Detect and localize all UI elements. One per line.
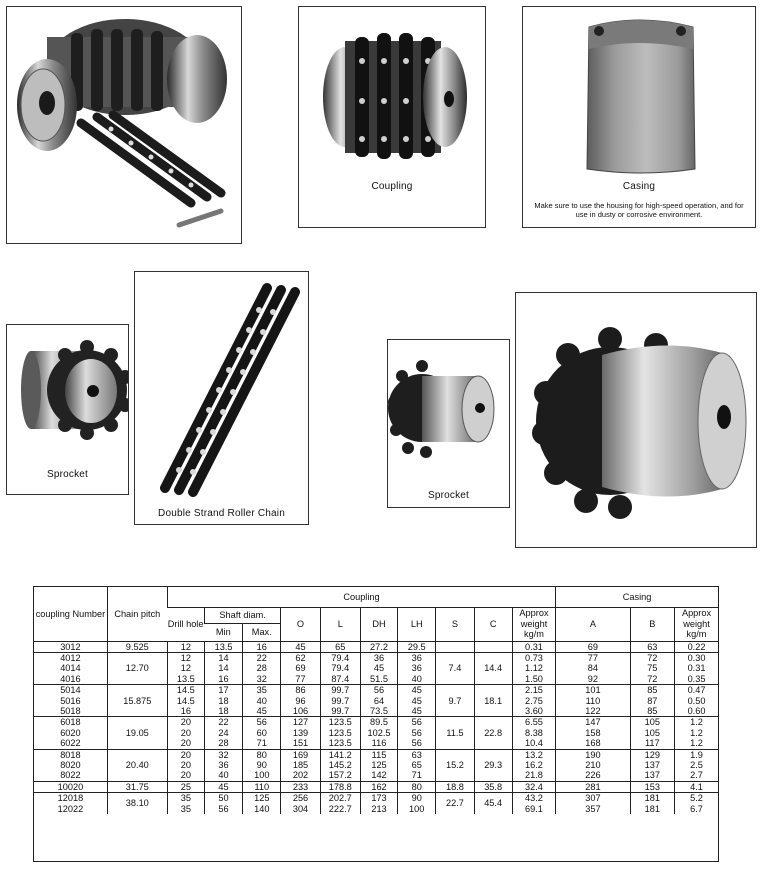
chain-pitch-cell: 38.10 [107,793,167,814]
table-cell: 116 [360,738,397,749]
table-cell: 185 [281,760,320,770]
table-cell: 16.2 [512,760,555,770]
roller-chain-caption: Double Strand Roller Chain [158,508,285,519]
table-cell: 28 [243,663,281,673]
table-cell: 123.5 [320,717,360,728]
table-cell: 222.7 [320,804,360,814]
header-s: S [436,607,474,641]
table-cell: 63 [398,749,436,760]
table-cell: 99.7 [320,685,360,696]
table-cell: 99.7 [320,706,360,717]
table-cell: 6022 [60,738,81,749]
header-casing-group: Casing [556,587,718,607]
table-cell: 8020 [60,759,81,770]
table-cell: 168 [556,738,630,749]
s-cell: 11.5 [436,717,474,749]
c-cell: 35.8 [474,781,512,792]
coupling-illustration [299,11,485,171]
table-cell: 12 [167,641,204,652]
table-cell: 151 [281,738,320,749]
table-cell: 12 [167,652,204,663]
table-cell: 69 [281,663,320,673]
table-row [34,793,718,804]
table-cell: 92 [556,674,630,685]
table-cell: 233 [281,781,320,792]
table-cell: 69 [556,641,630,652]
table-cell: 142 [360,770,397,781]
table-row [34,652,718,663]
table-cell: 56 [398,717,436,728]
table-cell: 125 [243,793,281,804]
table-cell: 22 [243,652,281,663]
table-cell: 14.5 [167,685,204,696]
table-cell: 90 [398,793,436,804]
sprocket-photo-right [387,339,510,508]
table-cell: 0.22 [675,641,718,652]
table-row [34,781,718,792]
table-cell: 60 [243,728,281,738]
table-cell: 84 [556,663,630,673]
header-drill-hole: Drill hole [167,607,204,641]
sprocket-illustration-right [388,342,509,468]
table-cell: 110 [556,696,630,706]
table-cell: 140 [243,804,281,814]
table-cell: 12022 [57,803,84,814]
table-cell: 2.7 [675,770,718,781]
table-cell: 101 [556,685,630,696]
table-cell: 226 [556,770,630,781]
s-cell: 18.8 [436,781,474,792]
table-cell: 72 [630,674,674,685]
table-cell: 27.2 [360,641,397,652]
specification-table [33,586,719,862]
table-cell: 77 [556,652,630,663]
table-cell: 90 [243,760,281,770]
table-cell: 40 [398,674,436,685]
table-cell: 21.8 [512,770,555,781]
sprocket-right-caption: Sprocket [427,490,470,501]
table-cell: 89.5 [360,717,397,728]
table-cell: 18 [204,696,242,706]
header-coupling-group: Coupling [167,587,555,607]
table-cell: 117 [630,738,674,749]
table-cell: 129 [630,749,674,760]
table-cell: 125 [360,760,397,770]
c-cell: 45.4 [474,793,512,814]
table-cell: 20 [167,717,204,728]
table-cell: 45 [204,781,242,792]
table-cell: 145.2 [320,760,360,770]
table-cell: 85 [630,706,674,717]
table-cell: 43.2 [512,793,555,804]
table-cell: 0.31 [675,663,718,673]
s-cell: 22.7 [436,793,474,814]
table-cell: 10020 [34,781,107,792]
table-cell: 4012 [34,652,107,663]
header-lh: LH [398,607,436,641]
table-cell: 13.5 [204,641,242,652]
table-cell: 127 [281,717,320,728]
header-b: B [630,607,674,641]
table-row [34,717,718,728]
table-cell: 75 [630,663,674,673]
table-cell: 24 [204,728,242,738]
header-l: L [320,607,360,641]
s-cell [436,641,474,652]
table-cell: 50 [204,793,242,804]
table-cell: 123.5 [320,738,360,749]
table-cell: 80 [243,749,281,760]
table-cell: 5016 [60,695,81,706]
coupling-caption: Coupling [371,181,413,192]
table-cell: 147 [556,717,630,728]
table-cell: 72 [630,652,674,663]
table-cell: 56 [398,738,436,749]
table-cell: 357 [556,804,630,814]
table-cell: 20 [167,749,204,760]
header-dh: DH [360,607,397,641]
casing-photo [522,6,756,228]
chain-pitch-cell: 15.875 [107,685,167,717]
header-shaft-diam: Shaft diam. [204,607,280,623]
table-cell: 45 [243,706,281,717]
table-cell: 4.1 [675,781,718,792]
c-cell: 22.8 [474,717,512,749]
table-cell: 17 [204,685,242,696]
table-cell: 8.38 [512,728,555,738]
table-cell: 100 [398,804,436,814]
table-cell: 178.8 [320,781,360,792]
table-cell: 110 [243,781,281,792]
table-cell: 1.50 [512,674,555,685]
table-cell: 0.47 [675,685,718,696]
table-cell: 12018 [34,793,107,804]
casing-caption: Casing [622,181,656,192]
table-cell: 45 [398,685,436,696]
table-cell: 1.2 [675,738,718,749]
table-cell: 40 [243,696,281,706]
table-cell: 141.2 [320,749,360,760]
s-cell: 9.7 [436,685,474,717]
table-cell: 153 [630,781,674,792]
table-cell: 281 [556,781,630,792]
c-cell [474,641,512,652]
s-cell: 15.2 [436,749,474,781]
header-min: Min [204,623,242,641]
table-cell: 307 [556,793,630,804]
table-cell: 14 [204,663,242,673]
table-cell: 8018 [34,749,107,760]
table-cell: 56 [360,685,397,696]
table-cell: 12 [167,663,204,673]
roller-chain-illustration [135,274,308,500]
table-cell: 1.12 [512,663,555,673]
table-cell: 0.73 [512,652,555,663]
table-cell: 18 [204,706,242,717]
table-cell: 14.5 [167,696,204,706]
table-cell: 22 [204,717,242,728]
table-cell: 2.15 [512,685,555,696]
c-cell: 14.4 [474,652,512,684]
sprocket-closeup-illustration [516,293,756,547]
s-cell: 7.4 [436,652,474,684]
table-cell: 162 [360,781,397,792]
table-cell: 137 [630,760,674,770]
table-cell: 71 [398,770,436,781]
table-cell: 45 [398,706,436,717]
table-cell: 139 [281,728,320,738]
table-cell: 86 [281,685,320,696]
table-cell: 173 [360,793,397,804]
table-cell: 0.50 [675,696,718,706]
table-cell: 8022 [60,770,81,781]
header-weight: Approx weight kg/m [512,607,555,641]
table-cell: 85 [630,685,674,696]
table-cell: 1.2 [675,728,718,738]
table-cell: 4014 [60,663,81,674]
table-cell: 40 [204,770,242,781]
header-max: Max. [243,623,281,641]
sprocket-illustration-left [7,327,128,447]
chain-pitch-cell: 31.75 [107,781,167,792]
table-cell: 32 [243,674,281,685]
table-row [34,685,718,696]
table-cell: 1.9 [675,749,718,760]
table-cell: 87 [630,696,674,706]
coupling-chain-photo [6,6,242,244]
table-cell: 0.60 [675,706,718,717]
table-cell: 157.2 [320,770,360,781]
table-cell: 6.7 [675,804,718,814]
table-cell: 73.5 [360,706,397,717]
table-cell: 29.5 [398,641,436,652]
table-cell: 63 [630,641,674,652]
table-cell: 13.5 [167,674,204,685]
table-cell: 32 [204,749,242,760]
sprocket-photo-left [6,324,129,495]
header-chain-pitch: Chain pitch [107,587,167,641]
table-cell: 20 [167,738,204,749]
table-cell: 6018 [34,717,107,728]
chain-pitch-cell: 19.05 [107,717,167,749]
table-cell: 65 [398,760,436,770]
table-cell: 256 [281,793,320,804]
table-cell: 45 [360,663,397,673]
c-cell: 29.3 [474,749,512,781]
coupling-chain-illustration [7,7,241,243]
table-cell: 65 [320,641,360,652]
table-cell: 35 [243,685,281,696]
table-cell: 79.4 [320,663,360,673]
table-cell: 35 [167,793,204,804]
table-cell: 5.2 [675,793,718,804]
table-cell: 32.4 [512,781,555,792]
table-cell: 210 [556,760,630,770]
table-cell: 13.2 [512,749,555,760]
table-cell: 16 [204,674,242,685]
table-cell: 64 [360,696,397,706]
table-cell: 5018 [60,705,81,716]
table-cell: 6020 [60,727,81,738]
sprocket-closeup-photo [515,292,757,548]
table-cell: 56 [204,804,242,814]
table-cell: 181 [630,793,674,804]
table-cell: 62 [281,652,320,663]
table-cell: 181 [630,804,674,814]
table-cell: 25 [167,781,204,792]
table-cell: 105 [630,717,674,728]
table-cell: 69.1 [512,804,555,814]
chain-pitch-cell: 12.70 [107,652,167,684]
table-cell: 20 [167,728,204,738]
table-row [34,749,718,760]
c-cell: 18.1 [474,685,512,717]
table-cell: 28 [204,738,242,749]
table-cell: 137 [630,770,674,781]
table-cell: 169 [281,749,320,760]
table-cell: 4016 [60,673,81,684]
table-cell: 80 [398,781,436,792]
table-cell: 77 [281,674,320,685]
table-cell: 0.30 [675,652,718,663]
table-cell: 79.4 [320,652,360,663]
table-cell: 36 [398,652,436,663]
table-cell: 5014 [34,685,107,696]
table-cell: 45 [398,696,436,706]
table-cell: 14 [204,652,242,663]
table-cell: 16 [243,641,281,652]
table-cell: 51.5 [360,674,397,685]
table-cell: 190 [556,749,630,760]
table-cell: 3012 [34,641,107,652]
table-cell: 56 [398,728,436,738]
table-cell: 20 [167,770,204,781]
table-cell: 0.31 [512,641,555,652]
table-cell: 105 [630,728,674,738]
table-cell: 99.7 [320,696,360,706]
table-cell: 202.7 [320,793,360,804]
table-cell: 158 [556,728,630,738]
table-cell: 100 [243,770,281,781]
table-cell: 202 [281,770,320,781]
specification-table-body [34,641,718,814]
table-cell: 304 [281,804,320,814]
roller-chain-photo [134,271,309,525]
header-casing-weight: Approx weight kg/m [675,607,718,641]
table-cell: 122 [556,706,630,717]
table-cell: 96 [281,696,320,706]
table-cell: 45 [281,641,320,652]
table-cell: 213 [360,804,397,814]
table-cell: 2.5 [675,760,718,770]
table-cell: 115 [360,749,397,760]
chain-pitch-cell: 9.525 [107,641,167,652]
header-coupling-number: coupling Number [34,587,107,641]
header-c: C [474,607,512,641]
table-cell: 2.75 [512,696,555,706]
table-cell: 10.4 [512,738,555,749]
header-a: A [556,607,630,641]
table-cell: 36 [204,760,242,770]
header-o: O [281,607,320,641]
table-cell: 3.60 [512,706,555,717]
table-cell: 71 [243,738,281,749]
coupling-photo [298,6,486,228]
table-cell: 1.2 [675,717,718,728]
table-cell: 36 [360,652,397,663]
casing-illustration [523,9,755,179]
table-cell: 106 [281,706,320,717]
chain-pitch-cell: 20.40 [107,749,167,781]
table-cell: 6.55 [512,717,555,728]
table-cell: 35 [167,804,204,814]
table-cell: 87.4 [320,674,360,685]
table-cell: 56 [243,717,281,728]
table-cell: 36 [398,663,436,673]
casing-note: Make sure to use the housing for high-speed operation, and for use in dusty or corrosive environment. [534,201,744,219]
table-cell: 0.35 [675,674,718,685]
sprocket-left-caption: Sprocket [46,469,89,480]
table-cell: 102.5 [360,728,397,738]
table-row [34,641,718,652]
table-cell: 16 [167,706,204,717]
table-cell: 123.5 [320,728,360,738]
table-cell: 20 [167,760,204,770]
